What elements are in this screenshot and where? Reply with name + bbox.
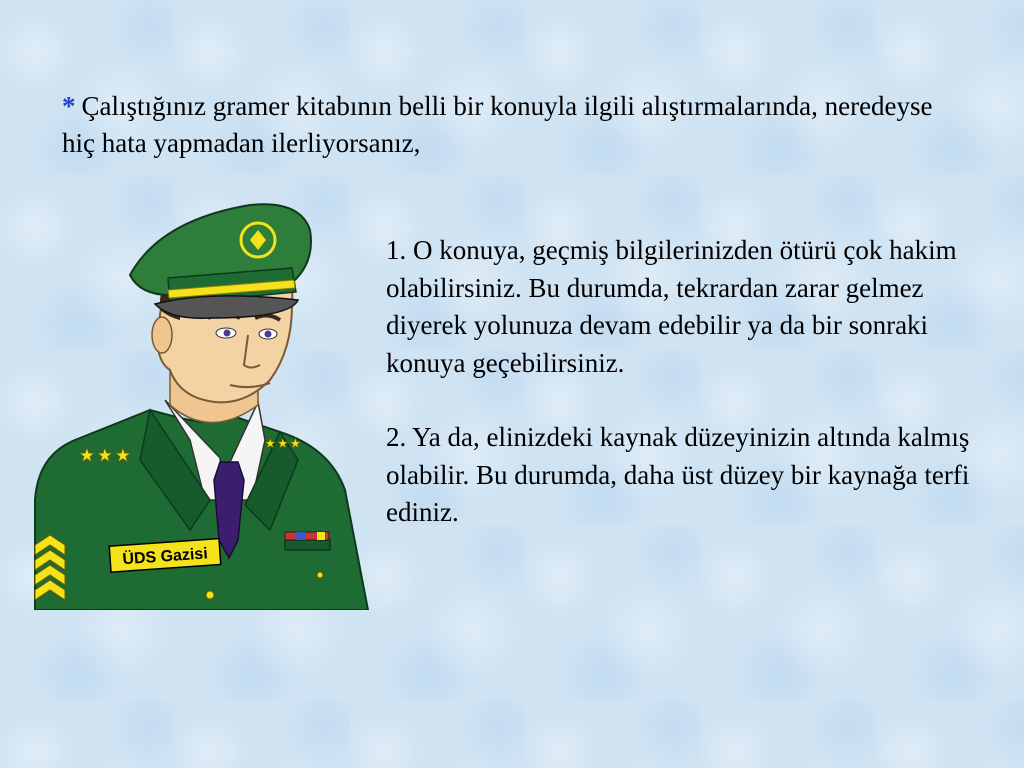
left-shoulder-stars: ★★★ [78,445,132,467]
pocket [285,540,330,550]
button [317,572,323,578]
right-shoulder-stars: ★★★ [264,437,302,452]
ear [152,317,172,353]
point-2: 2. Ya da, elinizdeki kaynak düzeyinizin altında kalmış olabilir. Bu durumda, daha üst düzey bir kaynağa terfi ediniz. [386,422,970,527]
intro-text: Çalıştığınız gramer kitabının belli bir konuyla ilgili alıştırmalarında, neredeyse hiç hata yapmadan ilerliyorsanız, [62,91,933,158]
bullet-asterisk: * [62,91,76,121]
badge-text: ÜDS Gazisi [121,545,209,569]
points-list [386,232,986,532]
sleeve-chevrons [35,535,65,600]
intro-paragraph [62,88,962,162]
point-1: 1. O konuya, geçmiş bilgilerinizden ötürü çok hakim olabilirsiniz. Bu durumda, tekrardan zarar gelmez diyerek yolunuza devam edebilir ya da bir sonraki konuya geçebilirsiniz. [386,235,957,378]
button [206,591,214,599]
officer-illustration [30,200,375,610]
